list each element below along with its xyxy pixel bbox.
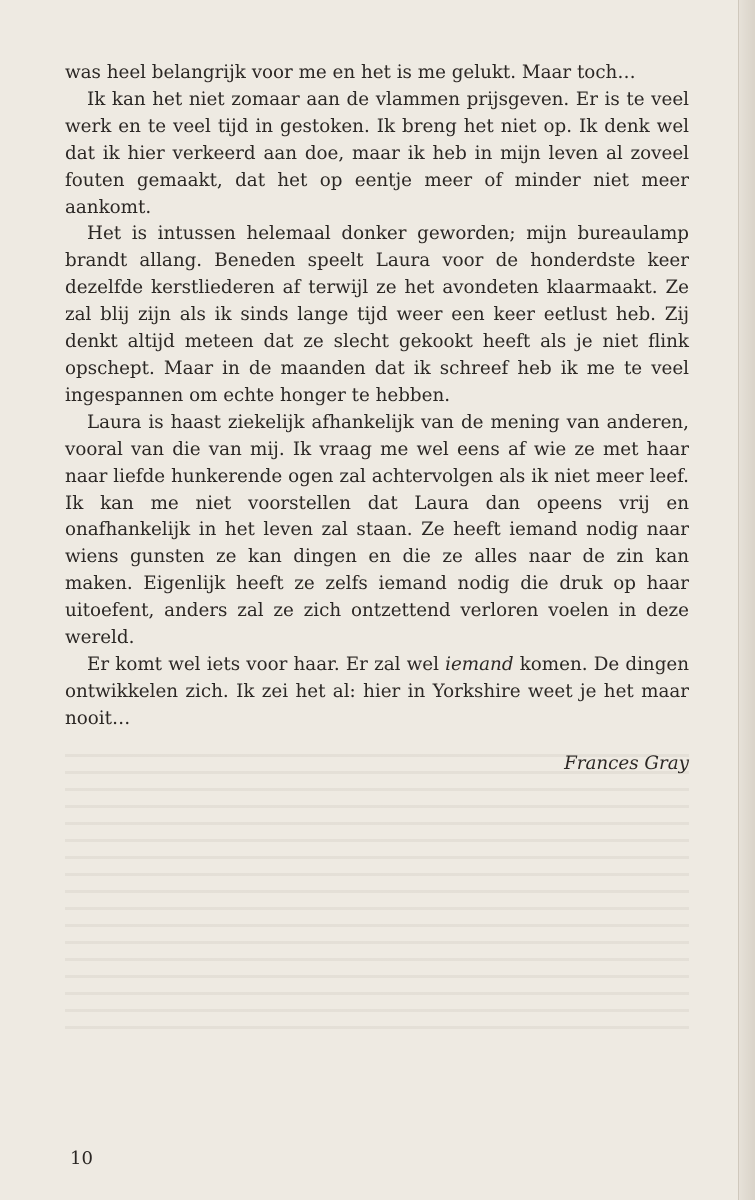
page-number: 10 xyxy=(70,1148,93,1169)
signature: Frances Gray xyxy=(564,753,689,774)
paragraph-text: Er komt wel iets voor haar. Er zal wel xyxy=(87,653,446,675)
paragraph: was heel belangrijk voor me en het is me gelukt. Maar toch… xyxy=(65,62,636,83)
body-text xyxy=(65,60,689,733)
page-edge xyxy=(738,0,755,1200)
paragraph: Laura is haast ziekelijk afhankelijk van de mening van anderen, vooral van die van mij. Ik vraag me wel eens af wie ze met haar naar liefde hunkerende ogen zal achtervolgen als ik niet meer leef. Ik kan me niet voorstellen dat Laura dan opeens vrij en onafhankelijk in het leven zal staan. Ze heeft iemand nodig naar wiens gunsten ze kan dingen en die ze alles naar de zin kan maken. Eigenlijk heeft ze zelfs iemand nodig die druk op haar uitoefent, anders zal ze zich ontzettend verloren voelen in deze wereld. xyxy=(65,411,689,649)
emphasis-text: iemand xyxy=(445,653,514,675)
paragraph: Ik kan het niet zomaar aan de vlammen prijsgeven. Er is te veel werk en te veel tijd in gestoken. Ik breng het niet op. Ik denk wel dat ik hier verkeerd aan doe, maar ik heb in mijn leven al zoveel fouten gemaakt, dat het op eentje meer of minder niet meer aankomt. xyxy=(65,88,689,218)
paragraph xyxy=(65,652,689,733)
paragraph-text: komen. De dingen ontwikkelen zich. Ik zei het al: hier in Yorkshire weet je het maar nooit… xyxy=(65,653,689,729)
show-through-text xyxy=(65,740,689,1040)
paragraph: Het is intussen helemaal donker geworden; mijn bureaulamp brandt allang. Beneden speelt Laura voor de honderdste keer dezelfde kerstliederen af terwijl ze het avondeten klaarmaakt. Ze zal blij zijn als ik sinds lange tijd weer een keer eetlust heb. Zij denkt altijd meteen dat ze slecht gekookt heeft als je niet flink opschept. Maar in de maanden dat ik schreef heb ik me te veel ingespannen om echte honger te hebben. xyxy=(65,223,689,406)
